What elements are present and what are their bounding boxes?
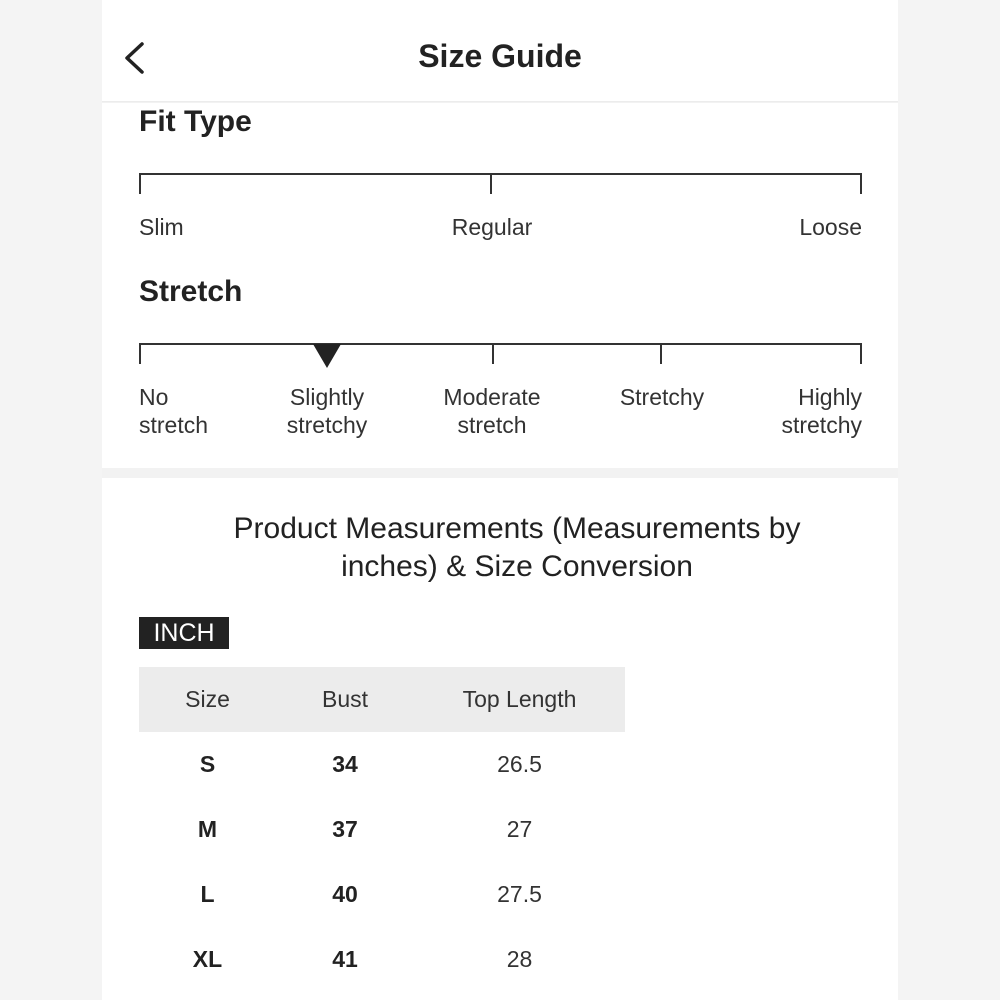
bust-cell: 34 — [332, 751, 358, 777]
measurements-title: Product Measurements (Measurements by inches) & Size Conversion — [233, 512, 801, 583]
stretch-title: Stretch — [139, 275, 243, 308]
measurements-card — [102, 478, 898, 1000]
stretch-option-stretchy: Stretchy — [619, 384, 705, 410]
fit-type-title: Fit Type — [139, 105, 252, 138]
stretch-option-none: No stretch — [139, 384, 209, 438]
header-bar — [102, 0, 898, 102]
column-header-size: Size — [139, 667, 276, 732]
table-header-row — [139, 667, 625, 732]
fit-option-slim: Slim — [139, 214, 184, 240]
fit-option-regular: Regular — [451, 214, 533, 240]
bust-cell: 41 — [332, 946, 358, 972]
stretch-option-highly: Highly stretchy — [781, 384, 862, 438]
column-header-top-length: Top Length — [414, 667, 625, 732]
top-length-cell: 28 — [506, 946, 533, 972]
top-length-cell: 27.5 — [497, 881, 542, 907]
size-cell: XL — [192, 946, 223, 972]
table-row — [139, 732, 625, 797]
bust-cell: 40 — [332, 881, 358, 907]
stretch-option-slightly: Slightly stretchy — [286, 384, 368, 438]
fit-option-loose: Loose — [799, 214, 862, 240]
size-cell: M — [197, 816, 218, 842]
table-row — [139, 862, 625, 927]
bust-cell: 37 — [332, 816, 358, 842]
size-table — [139, 667, 625, 992]
size-guide-screen — [102, 0, 898, 1000]
column-header-bust: Bust — [276, 667, 414, 732]
top-length-cell: 26.5 — [497, 751, 542, 777]
stretch-indicator-icon — [313, 344, 341, 368]
stretch-option-moderate: Moderate stretch — [443, 384, 541, 438]
stretch-scale — [140, 343, 861, 364]
table-row — [139, 927, 625, 992]
unit-badge: INCH — [139, 617, 229, 649]
fit-card — [102, 103, 898, 468]
table-row — [139, 797, 625, 862]
top-length-cell: 27 — [506, 816, 533, 842]
fit-type-scale — [140, 173, 861, 194]
size-cell: L — [200, 881, 215, 907]
page-title: Size Guide — [418, 38, 582, 74]
size-cell: S — [199, 751, 216, 777]
